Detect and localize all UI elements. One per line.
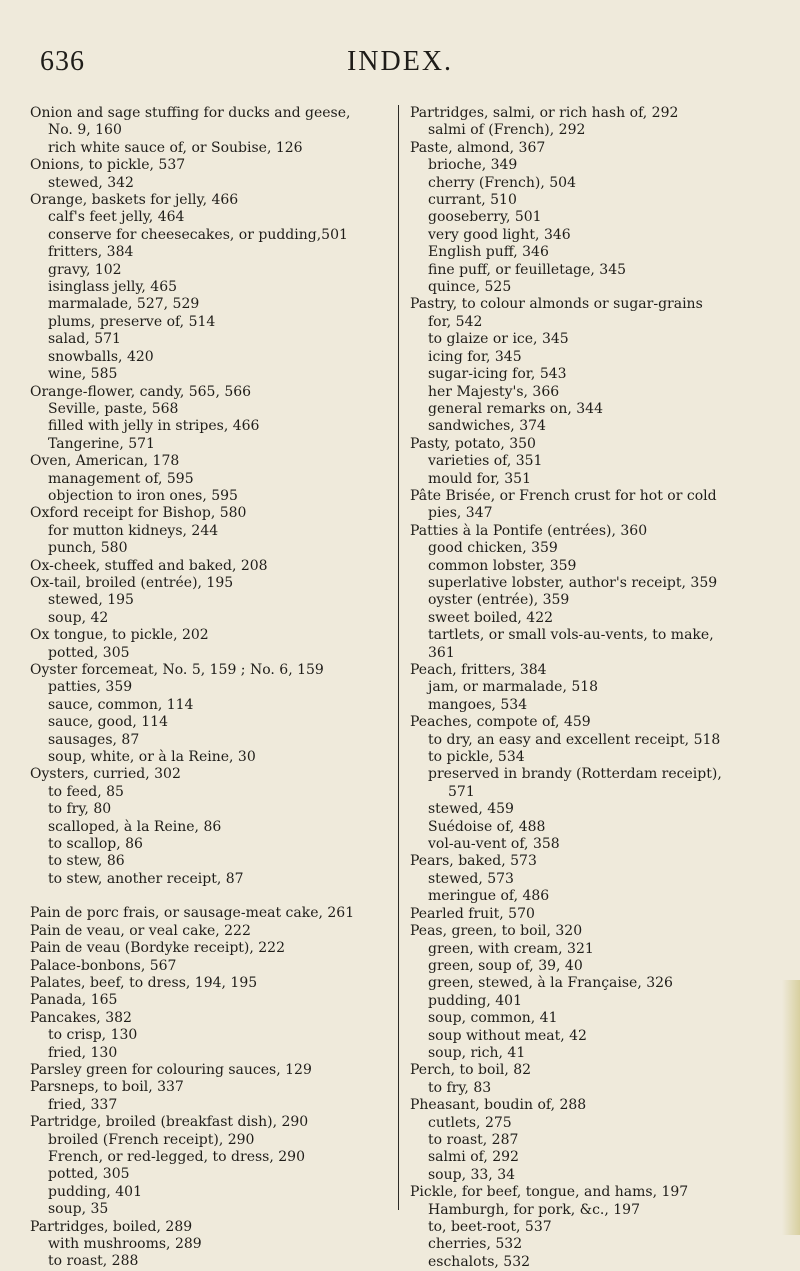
index-subentry: soup without meat, 42 xyxy=(428,1027,587,1044)
section-gap xyxy=(30,888,398,905)
index-entry: Onion and sage stuffing for ducks and geese, xyxy=(30,105,351,121)
index-entry: Onions, to pickle, 537 xyxy=(30,157,186,174)
index-subentry: common lobster, 359 xyxy=(428,557,577,574)
index-entry: Ox tongue, to pickle, 202 xyxy=(30,627,209,644)
index-subentry: green, soup of, 39, 40 xyxy=(428,957,583,974)
index-subentry: oyster (entrée), 359 xyxy=(428,592,570,609)
index-subentry: good chicken, 359 xyxy=(428,540,558,557)
index-subentry: pudding, 401 xyxy=(428,992,522,1009)
index-subentry: fried, 337 xyxy=(48,1096,118,1113)
index-column-right xyxy=(410,105,778,1271)
index-entry: Partridge, broiled (breakfast dish), 290 xyxy=(30,1114,309,1131)
index-subentry: soup, rich, 41 xyxy=(428,1044,526,1061)
index-subentry: sugar-icing for, 543 xyxy=(428,366,567,383)
index-subentry: to stew, 86 xyxy=(48,853,125,870)
index-subentry: to scallop, 86 xyxy=(48,836,143,853)
index-subentry: Suédoise of, 488 xyxy=(428,818,546,835)
index-subentry: stewed, 573 xyxy=(428,870,514,887)
index-subentry: sandwiches, 374 xyxy=(428,418,546,435)
index-subentry: to pickle, 534 xyxy=(428,749,525,766)
index-subentry: cherry (French), 504 xyxy=(428,174,576,191)
index-subentry: tartlets, or small vols-au-vents, to make, xyxy=(428,627,714,644)
index-subentry: salmi of (French), 292 xyxy=(428,122,586,139)
index-subentry: fine puff, or feuilletage, 345 xyxy=(428,261,627,278)
index-subentry: 571 xyxy=(448,783,475,800)
index-entry: Pearled fruit, 570 xyxy=(410,905,535,922)
index-subentry: soup, white, or à la Reine, 30 xyxy=(48,749,256,766)
index-subentry: salmi of, 292 xyxy=(428,1149,519,1166)
index-subentry: for mutton kidneys, 244 xyxy=(48,522,219,539)
index-subentry: general remarks on, 344 xyxy=(428,400,603,417)
index-entry: Partridges, boiled, 289 xyxy=(30,1218,193,1235)
index-subentry: marmalade, 527, 529 xyxy=(48,296,200,313)
index-subentry: scalloped, à la Reine, 86 xyxy=(48,818,222,835)
index-subentry: cherries, 532 xyxy=(428,1236,523,1253)
index-subentry: for, 542 xyxy=(428,313,483,330)
index-subentry: eschalots, 532 xyxy=(428,1253,531,1270)
index-entry: Ox-cheek, stuffed and baked, 208 xyxy=(30,557,268,574)
index-subentry: objection to iron ones, 595 xyxy=(48,487,238,504)
index-subentry: to fry, 80 xyxy=(48,801,112,818)
index-subentry: mangoes, 534 xyxy=(428,696,528,713)
index-subentry: vol-au-vent of, 358 xyxy=(428,836,560,853)
index-subentry: isinglass jelly, 465 xyxy=(48,279,178,296)
index-subentry: Hamburgh, for pork, &c., 197 xyxy=(428,1201,640,1218)
index-subentry: calf's feet jelly, 464 xyxy=(48,209,185,226)
index-subentry: sauce, common, 114 xyxy=(48,696,194,713)
index-subentry: to dry, an easy and excellent receipt, 518 xyxy=(428,731,721,748)
index-subentry: rich white sauce of, or Soubise, 126 xyxy=(48,139,303,156)
index-subentry: Seville, paste, 568 xyxy=(48,400,179,417)
index-subentry: to feed, 85 xyxy=(48,783,124,800)
index-subentry: to glaize or ice, 345 xyxy=(428,331,569,348)
index-subentry: soup, 42 xyxy=(48,609,109,626)
index-subentry: patties, 359 xyxy=(48,679,133,696)
column-divider xyxy=(398,105,399,1210)
index-subentry: Tangerine, 571 xyxy=(48,435,155,452)
index-subentry: to crisp, 130 xyxy=(48,1027,138,1044)
index-entry: Palace-bonbons, 567 xyxy=(30,957,177,974)
index-entry: Pain de veau (Bordyke receipt), 222 xyxy=(30,940,286,957)
index-subentry: to stew, another receipt, 87 xyxy=(48,870,244,887)
index-subentry: to roast, 287 xyxy=(428,1131,519,1148)
index-subentry: green, with cream, 321 xyxy=(428,940,594,957)
index-entry: Peaches, compote of, 459 xyxy=(410,714,591,731)
index-subentry: conserve for cheesecakes, or pudding,501 xyxy=(48,226,348,243)
index-entry: Ox-tail, broiled (entrée), 195 xyxy=(30,574,234,591)
index-subentry: wine, 585 xyxy=(48,366,118,383)
index-subentry: to, beet-root, 537 xyxy=(428,1219,552,1235)
index-subentry: No. 9, 160 xyxy=(48,122,122,139)
index-subentry: stewed, 342 xyxy=(48,174,134,191)
index-subentry: brioche, 349 xyxy=(428,157,518,174)
index-subentry: snowballs, 420 xyxy=(48,348,154,365)
index-entry: Parsley green for colouring sauces, 129 xyxy=(30,1061,312,1078)
index-subentry: cutlets, 275 xyxy=(428,1114,512,1131)
index-entry: Pheasant, boudin of, 288 xyxy=(410,1097,587,1114)
index-subentry: sauce, good, 114 xyxy=(48,714,168,731)
page-number: 636 xyxy=(40,46,85,77)
index-subentry: sweet boiled, 422 xyxy=(428,609,554,626)
index-entry: Pastry, to colour almonds or sugar-grains xyxy=(410,296,703,313)
index-subentry: superlative lobster, author's receipt, 359 xyxy=(428,574,718,591)
index-entry: Paste, almond, 367 xyxy=(410,139,546,156)
index-entry: Pasty, potato, 350 xyxy=(410,435,536,452)
index-subentry: punch, 580 xyxy=(48,540,128,557)
index-subentry: English puff, 346 xyxy=(428,244,549,261)
index-entry: Oven, American, 178 xyxy=(30,453,180,470)
index-column-left xyxy=(30,105,398,1271)
index-subentry: pies, 347 xyxy=(428,505,493,522)
index-entry: Pâte Brisée, or French crust for hot or cold xyxy=(410,487,717,504)
index-entry: Pain de veau, or veal cake, 222 xyxy=(30,922,251,939)
index-subentry: fried, 130 xyxy=(48,1044,118,1061)
index-subentry: soup, common, 41 xyxy=(428,1010,558,1027)
index-subentry: gooseberry, 501 xyxy=(428,209,542,226)
index-entry: Patties à la Pontife (entrées), 360 xyxy=(410,522,648,539)
index-subentry: preserved in brandy (Rotterdam receipt), xyxy=(428,766,722,783)
index-subentry: soup, 33, 34 xyxy=(428,1166,516,1183)
index-subentry: stewed, 195 xyxy=(48,592,134,609)
index-subentry: icing for, 345 xyxy=(428,348,522,365)
index-entry: Oysters, curried, 302 xyxy=(30,766,181,783)
index-entry: Orange-flower, candy, 565, 566 xyxy=(30,383,252,400)
index-subentry: fritters, 384 xyxy=(48,244,134,261)
index-entry: Oxford receipt for Bishop, 580 xyxy=(30,505,247,522)
index-subentry: meringue of, 486 xyxy=(428,888,550,905)
index-subentry: salad, 571 xyxy=(48,331,121,348)
index-subentry: currant, 510 xyxy=(428,192,517,209)
index-subentry: stewed, 459 xyxy=(428,801,514,818)
index-subentry: jam, or marmalade, 518 xyxy=(428,679,599,696)
index-subentry: potted, 305 xyxy=(48,1166,130,1183)
index-subentry: gravy, 102 xyxy=(48,261,122,278)
index-subentry: sausages, 87 xyxy=(48,731,140,748)
index-entry: Pain de porc frais, or sausage-meat cake, 261 xyxy=(30,905,355,922)
index-entry: Pickle, for beef, tongue, and hams, 197 xyxy=(410,1184,689,1201)
index-entry: Oyster forcemeat, No. 5, 159 ; No. 6, 159 xyxy=(30,662,324,678)
index-entry: Perch, to boil, 82 xyxy=(410,1062,532,1079)
index-subentry: green, stewed, à la Française, 326 xyxy=(428,975,673,992)
index-subentry: filled with jelly in stripes, 466 xyxy=(48,418,260,435)
index-subentry: plums, preserve of, 514 xyxy=(48,313,216,330)
index-subentry: mould for, 351 xyxy=(428,470,531,487)
index-subentry: her Majesty's, 366 xyxy=(428,383,560,400)
index-entry: Panada, 165 xyxy=(30,992,118,1009)
index-entry: Pancakes, 382 xyxy=(30,1009,132,1026)
index-subentry: French, or red-legged, to dress, 290 xyxy=(48,1148,305,1165)
index-subentry: broiled (French receipt), 290 xyxy=(48,1131,255,1148)
page-title: INDEX. xyxy=(346,46,454,77)
index-subentry: management of, 595 xyxy=(48,470,194,487)
index-entry: Orange, baskets for jelly, 466 xyxy=(30,192,239,209)
index-subentry: to roast, 288 xyxy=(48,1253,139,1270)
index-subentry: 361 xyxy=(428,644,455,661)
page-edge-stain xyxy=(782,980,800,1235)
index-subentry: to fry, 83 xyxy=(428,1079,492,1096)
index-entry: Parsneps, to boil, 337 xyxy=(30,1079,184,1096)
index-entry: Partridges, salmi, or rich hash of, 292 xyxy=(410,105,679,121)
index-subentry: soup, 35 xyxy=(48,1201,109,1218)
index-entry: Peas, green, to boil, 320 xyxy=(410,923,583,940)
index-entry: Peach, fritters, 384 xyxy=(410,662,547,678)
index-subentry: with mushrooms, 289 xyxy=(48,1236,202,1252)
index-subentry: quince, 525 xyxy=(428,279,512,296)
index-subentry: very good light, 346 xyxy=(428,226,571,243)
index-subentry: varieties of, 351 xyxy=(428,453,543,470)
index-subentry: potted, 305 xyxy=(48,644,130,661)
index-entry: Palates, beef, to dress, 194, 195 xyxy=(30,974,258,991)
index-subentry: pudding, 401 xyxy=(48,1183,142,1200)
index-entry: Pears, baked, 573 xyxy=(410,853,537,870)
